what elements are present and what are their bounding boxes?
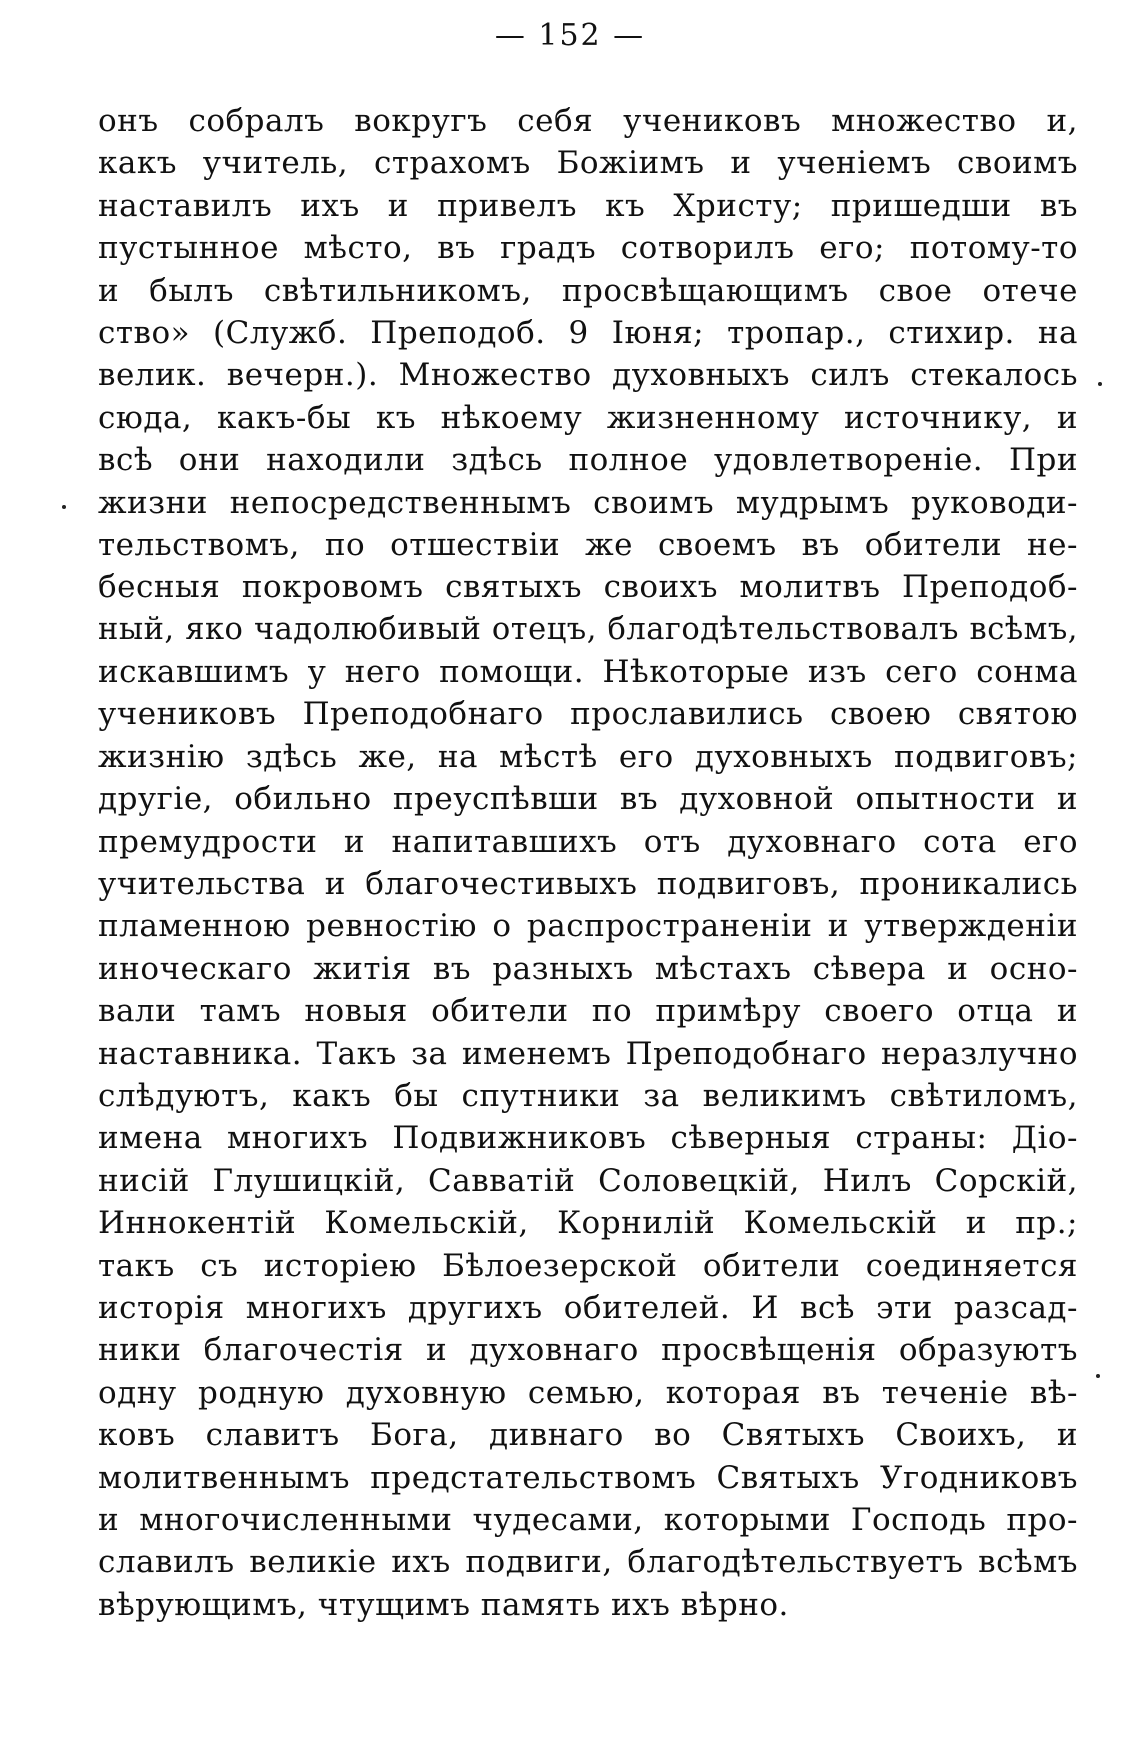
text-line: ный, яко чадолюбивый отецъ, благодѣтельствовалъ всѣмъ,: [98, 611, 1078, 647]
text-body: [98, 100, 1078, 1626]
text-line: ники благочестія и духовнаго просвѣщенія образуютъ: [98, 1332, 1078, 1369]
text-line: жизни непосредственнымъ своимъ мудрымъ руководи-: [98, 484, 1078, 521]
text-line: исторія многихъ другихъ обителей. И всѣ эти разсад-: [98, 1289, 1078, 1326]
text-line: другіе, обильно преуспѣвши въ духовной опытности и: [98, 781, 1078, 818]
text-line: какъ учитель, страхомъ Божіимъ и ученіемъ своимъ: [98, 145, 1078, 182]
text-line: одну родную духовную семью, которая въ теченіе вѣ-: [98, 1374, 1078, 1411]
text-line: бесныя покровомъ святыхъ своихъ молитвъ Преподоб-: [98, 569, 1078, 606]
print-speck: [62, 505, 66, 509]
print-speck: [1096, 1374, 1100, 1378]
text-line: жизнію здѣсь же, на мѣстѣ его духовныхъ подвиговъ;: [98, 738, 1078, 775]
text-line: иноческаго житія въ разныхъ мѣстахъ сѣвера и осно-: [98, 950, 1078, 987]
text-line: велик. вечерн.). Множество духовныхъ силъ стекалось: [98, 357, 1078, 394]
text-line: такъ съ исторіею Бѣлоезерской обители соединяется: [98, 1247, 1078, 1284]
text-line: Иннокентій Комельскій, Корнилій Комельскій и пр.;: [98, 1205, 1078, 1242]
text-line: наставилъ ихъ и привелъ къ Христу; пришедши въ: [98, 187, 1078, 224]
text-line: славилъ великіе ихъ подвиги, благодѣтельствуетъ всѣмъ: [98, 1544, 1078, 1581]
text-line: ковъ славитъ Бога, дивнаго во Святыхъ Своихъ, и: [98, 1417, 1078, 1454]
text-line: ство» (Служб. Преподоб. 9 Іюня; тропар., стихир. на: [98, 314, 1078, 351]
print-speck: [1098, 382, 1102, 386]
text-line: сюда, какъ-бы къ нѣкоему жизненному источнику, и: [98, 399, 1078, 436]
text-line: искавшимъ у него помощи. Нѣкоторые изъ сего сонма: [98, 654, 1078, 691]
text-line: вали тамъ новыя обители по примѣру своего отца и: [98, 993, 1078, 1030]
page-number: — 152 —: [494, 18, 646, 53]
text-line: онъ собралъ вокругъ себя учениковъ множество и,: [98, 103, 1078, 139]
text-line: слѣдуютъ, какъ бы спутники за великимъ свѣтиломъ,: [98, 1077, 1078, 1114]
text-line: учениковъ Преподобнаго прославились своею святою: [98, 696, 1078, 733]
text-line: имена многихъ Подвижниковъ сѣверныя страны: Діо-: [98, 1120, 1078, 1157]
text-line: и былъ свѣтильникомъ, просвѣщающимъ свое отече: [98, 272, 1078, 309]
text-line: наставника. Такъ за именемъ Преподобнаго неразлучно: [98, 1035, 1078, 1072]
text-line: молитвеннымъ предстательствомъ Святыхъ Угодниковъ: [98, 1459, 1078, 1496]
text-line: нисій Глушицкій, Савватій Соловецкій, Нилъ Сорскій,: [98, 1162, 1078, 1199]
text-line: пламенною ревностію о распространеніи и утвержденіи: [98, 908, 1078, 945]
text-line: тельствомъ, по отшествіи же своемъ въ обители не-: [98, 526, 1078, 563]
text-line: вѣрующимъ, чтущимъ память ихъ вѣрно.: [98, 1586, 789, 1623]
text-line: и многочисленными чудесами, которыми Господь про-: [98, 1501, 1078, 1538]
text-line: премудрости и напитавшихъ отъ духовнаго сота его: [98, 823, 1078, 860]
text-line: всѣ они находили здѣсь полное удовлетвореніе. При: [98, 442, 1078, 479]
text-line: пустынное мѣсто, въ градъ сотворилъ его; потому-то: [98, 230, 1078, 267]
text-line: учительства и благочестивыхъ подвиговъ, проникались: [98, 866, 1078, 903]
